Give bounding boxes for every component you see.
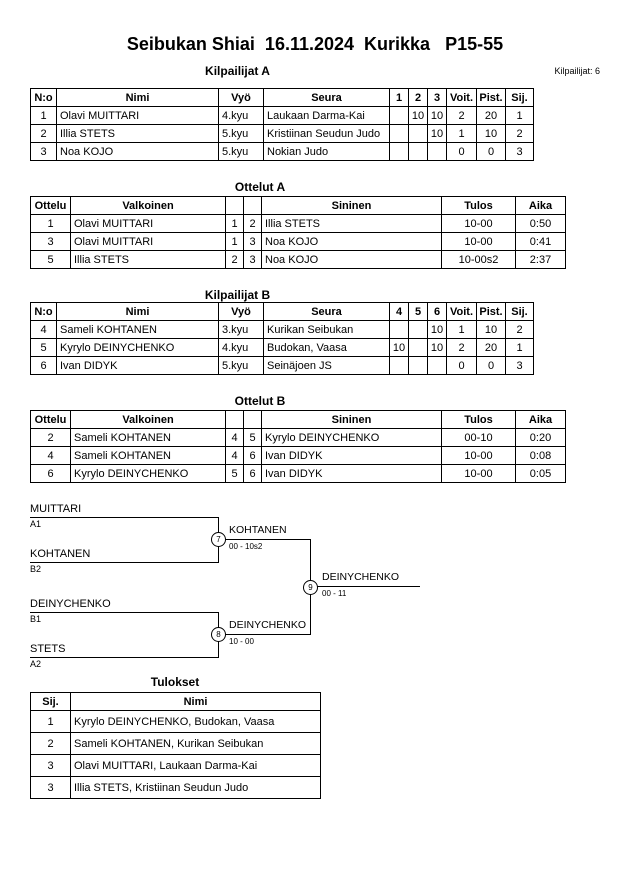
cell-result: 10 (428, 125, 447, 143)
bracket-line (218, 634, 310, 635)
column-header: Seura (264, 303, 390, 321)
cell-club: Budokan, Vaasa (264, 339, 390, 357)
cell-number: 2 (31, 125, 57, 143)
matches-b-heading: Ottelut B (234, 394, 286, 408)
matches-a-table (30, 196, 566, 269)
cell-blue-no: 3 (244, 251, 262, 269)
table-row (31, 339, 534, 357)
cell-time: 2:37 (516, 251, 566, 269)
table-row (31, 777, 321, 799)
column-header: Nimi (57, 89, 219, 107)
cell-score: 10-00 (442, 465, 516, 483)
cell-time: 0:08 (516, 447, 566, 465)
column-header: Seura (264, 89, 390, 107)
column-header (244, 411, 262, 429)
semi2-bottom-name: STETS (30, 643, 66, 655)
column-header: 3 (428, 89, 447, 107)
column-header: Voit. (447, 303, 477, 321)
cell-number: 5 (31, 339, 57, 357)
column-header: Tulos (442, 411, 516, 429)
table-row (31, 321, 534, 339)
cell-name: Illia STETS (57, 125, 219, 143)
cell-points: 10 (477, 321, 506, 339)
column-header: Sij. (506, 303, 534, 321)
cell-result: 10 (428, 107, 447, 125)
cell-blue-no: 6 (244, 447, 262, 465)
cell-place: 3 (506, 357, 534, 375)
pool-b-table (30, 302, 534, 375)
column-header: Ottelu (31, 197, 71, 215)
cell-blue-name: Ivan DIDYK (262, 447, 442, 465)
cell-result (409, 339, 428, 357)
cell-white-name: Sameli KOHTANEN (71, 429, 226, 447)
cell-match-no: 2 (31, 429, 71, 447)
column-header: Tulos (442, 197, 516, 215)
semi1-top-tag: A1 (30, 519, 42, 529)
cell-blue-no: 6 (244, 465, 262, 483)
cell-place: 1 (31, 711, 71, 733)
page-title: Seibukan Shiai 16.11.2024 Kurikka P15-55 (126, 34, 504, 54)
cell-result: 10 (409, 107, 428, 125)
cell-place: 3 (31, 755, 71, 777)
cell-name: Illia STETS, Kristiinan Seudun Judo (71, 777, 321, 799)
cell-points: 20 (477, 107, 506, 125)
cell-time: 0:05 (516, 465, 566, 483)
cell-result: 10 (428, 321, 447, 339)
column-header: Voit. (447, 89, 477, 107)
semi1-score: 00 - 10s2 (229, 542, 263, 551)
column-header: Aika (516, 197, 566, 215)
cell-club: Laukaan Darma-Kai (264, 107, 390, 125)
semi1-bottom-name: KOHTANEN (30, 548, 91, 560)
cell-place: 2 (506, 321, 534, 339)
cell-result (409, 321, 428, 339)
column-header: 1 (390, 89, 409, 107)
cell-number: 4 (31, 321, 57, 339)
column-header: Vyö (219, 303, 264, 321)
semi1-bottom-tag: B2 (30, 564, 42, 574)
cell-wins: 1 (447, 125, 477, 143)
column-header: 6 (428, 303, 447, 321)
cell-club: Kurikan Seibukan (264, 321, 390, 339)
column-header: 4 (390, 303, 409, 321)
cell-number: 3 (31, 143, 57, 161)
column-header: Sininen (262, 197, 442, 215)
match-node-9: 9 (303, 580, 318, 595)
column-header: 5 (409, 303, 428, 321)
cell-wins: 0 (447, 143, 477, 161)
cell-white-no: 5 (226, 465, 244, 483)
semi2-bottom-tag: A2 (30, 659, 42, 669)
cell-belt: 5.kyu (219, 125, 264, 143)
column-header: 2 (409, 89, 428, 107)
cell-time: 0:50 (516, 215, 566, 233)
table-header-row (31, 197, 566, 215)
cell-name: Ivan DIDYK (57, 357, 219, 375)
table-row (31, 143, 534, 161)
final-score: 00 - 11 (322, 589, 347, 598)
cell-result (428, 357, 447, 375)
column-header: Sij. (31, 693, 71, 711)
cell-white-no: 1 (226, 233, 244, 251)
cell-place: 1 (506, 107, 534, 125)
column-header: Nimi (71, 693, 321, 711)
bracket-line (218, 539, 310, 540)
cell-result (390, 107, 409, 125)
competitors-count: Kilpailijat: 6 (554, 66, 600, 76)
semi2-winner-name: DEINYCHENKO (229, 619, 307, 631)
match-node-8: 8 (211, 627, 226, 642)
cell-white-no: 1 (226, 215, 244, 233)
cell-name: Olavi MUITTARI (57, 107, 219, 125)
pool-b-heading: Kilpailijat B (204, 288, 271, 302)
semi2-top-tag: B1 (30, 614, 42, 624)
cell-blue-name: Ivan DIDYK (262, 465, 442, 483)
table-header-row (31, 411, 566, 429)
cell-points: 0 (477, 143, 506, 161)
cell-result: 10 (390, 339, 409, 357)
cell-wins: 1 (447, 321, 477, 339)
cell-belt: 5.kyu (219, 357, 264, 375)
match-node-7: 7 (211, 532, 226, 547)
cell-time: 0:20 (516, 429, 566, 447)
cell-place: 2 (506, 125, 534, 143)
cell-blue-name: Noa KOJO (262, 233, 442, 251)
column-header: Pist. (477, 89, 506, 107)
table-row (31, 429, 566, 447)
cell-white-name: Olavi MUITTARI (71, 233, 226, 251)
bracket-line (30, 517, 218, 518)
results-table (30, 692, 321, 799)
cell-white-name: Olavi MUITTARI (71, 215, 226, 233)
column-header: Aika (516, 411, 566, 429)
cell-name: Kyrylo DEINYCHENKO, Budokan, Vaasa (71, 711, 321, 733)
bracket-line (310, 586, 420, 587)
pool-a-table (30, 88, 534, 161)
cell-name: Olavi MUITTARI, Laukaan Darma-Kai (71, 755, 321, 777)
cell-match-no: 3 (31, 233, 71, 251)
column-header: Sij. (506, 89, 534, 107)
cell-number: 1 (31, 107, 57, 125)
cell-belt: 5.kyu (219, 143, 264, 161)
cell-result (409, 125, 428, 143)
column-header (244, 197, 262, 215)
cell-white-name: Sameli KOHTANEN (71, 447, 226, 465)
cell-place: 3 (31, 777, 71, 799)
column-header: N:o (31, 303, 57, 321)
column-header: Valkoinen (71, 411, 226, 429)
table-row (31, 733, 321, 755)
cell-wins: 0 (447, 357, 477, 375)
cell-score: 10-00 (442, 233, 516, 251)
column-header: Valkoinen (71, 197, 226, 215)
semi1-top-name: MUITTARI (30, 503, 82, 515)
table-row (31, 215, 566, 233)
cell-place: 3 (506, 143, 534, 161)
matches-a-heading: Ottelut A (234, 180, 286, 194)
bracket-line (30, 657, 218, 658)
column-header: Ottelu (31, 411, 71, 429)
results-heading: Tulokset (150, 675, 200, 689)
cell-result (428, 143, 447, 161)
cell-number: 6 (31, 357, 57, 375)
bracket-line (30, 562, 218, 563)
cell-club: Kristiinan Seudun Judo (264, 125, 390, 143)
cell-score: 00-10 (442, 429, 516, 447)
table-row (31, 233, 566, 251)
final-winner-name: DEINYCHENKO (322, 571, 400, 583)
table-row (31, 251, 566, 269)
semi1-winner-name: KOHTANEN (229, 524, 287, 536)
cell-name: Sameli KOHTANEN (57, 321, 219, 339)
table-row (31, 107, 534, 125)
table-row (31, 711, 321, 733)
cell-white-name: Illia STETS (71, 251, 226, 269)
cell-white-no: 4 (226, 429, 244, 447)
cell-club: Nokian Judo (264, 143, 390, 161)
matches-b-table (30, 410, 566, 483)
column-header: Vyö (219, 89, 264, 107)
table-row (31, 357, 534, 375)
cell-belt: 4.kyu (219, 339, 264, 357)
cell-points: 20 (477, 339, 506, 357)
column-header (226, 197, 244, 215)
cell-wins: 2 (447, 107, 477, 125)
cell-match-no: 6 (31, 465, 71, 483)
column-header: N:o (31, 89, 57, 107)
cell-result (409, 143, 428, 161)
cell-score: 10-00s2 (442, 251, 516, 269)
cell-blue-no: 5 (244, 429, 262, 447)
pool-a-heading: Kilpailijat A (205, 64, 270, 78)
column-header: Nimi (57, 303, 219, 321)
cell-white-no: 2 (226, 251, 244, 269)
cell-score: 10-00 (442, 447, 516, 465)
column-header: Pist. (477, 303, 506, 321)
cell-place: 2 (31, 733, 71, 755)
bracket-line (30, 612, 218, 613)
cell-time: 0:41 (516, 233, 566, 251)
cell-match-no: 5 (31, 251, 71, 269)
table-header-row (31, 303, 534, 321)
table-header-row (31, 693, 321, 711)
cell-white-no: 4 (226, 447, 244, 465)
cell-result: 10 (428, 339, 447, 357)
column-header: Sininen (262, 411, 442, 429)
cell-white-name: Kyrylo DEINYCHENKO (71, 465, 226, 483)
cell-belt: 4.kyu (219, 107, 264, 125)
table-row (31, 755, 321, 777)
table-row (31, 465, 566, 483)
cell-belt: 3.kyu (219, 321, 264, 339)
cell-wins: 2 (447, 339, 477, 357)
cell-points: 0 (477, 357, 506, 375)
cell-blue-no: 3 (244, 233, 262, 251)
cell-blue-name: Kyrylo DEINYCHENKO (262, 429, 442, 447)
cell-result (390, 357, 409, 375)
cell-score: 10-00 (442, 215, 516, 233)
cell-name: Sameli KOHTANEN, Kurikan Seibukan (71, 733, 321, 755)
cell-blue-name: Illia STETS (262, 215, 442, 233)
cell-result (390, 143, 409, 161)
semi2-score: 10 - 00 (229, 637, 254, 646)
cell-match-no: 1 (31, 215, 71, 233)
table-header-row (31, 89, 534, 107)
cell-result (390, 125, 409, 143)
cell-name: Kyrylo DEINYCHENKO (57, 339, 219, 357)
cell-place: 1 (506, 339, 534, 357)
cell-club: Seinäjoen JS (264, 357, 390, 375)
cell-result (390, 321, 409, 339)
semi2-top-name: DEINYCHENKO (30, 598, 111, 610)
cell-points: 10 (477, 125, 506, 143)
cell-result (409, 357, 428, 375)
cell-blue-no: 2 (244, 215, 262, 233)
column-header (226, 411, 244, 429)
cell-blue-name: Noa KOJO (262, 251, 442, 269)
cell-match-no: 4 (31, 447, 71, 465)
table-row (31, 447, 566, 465)
cell-name: Noa KOJO (57, 143, 219, 161)
table-row (31, 125, 534, 143)
